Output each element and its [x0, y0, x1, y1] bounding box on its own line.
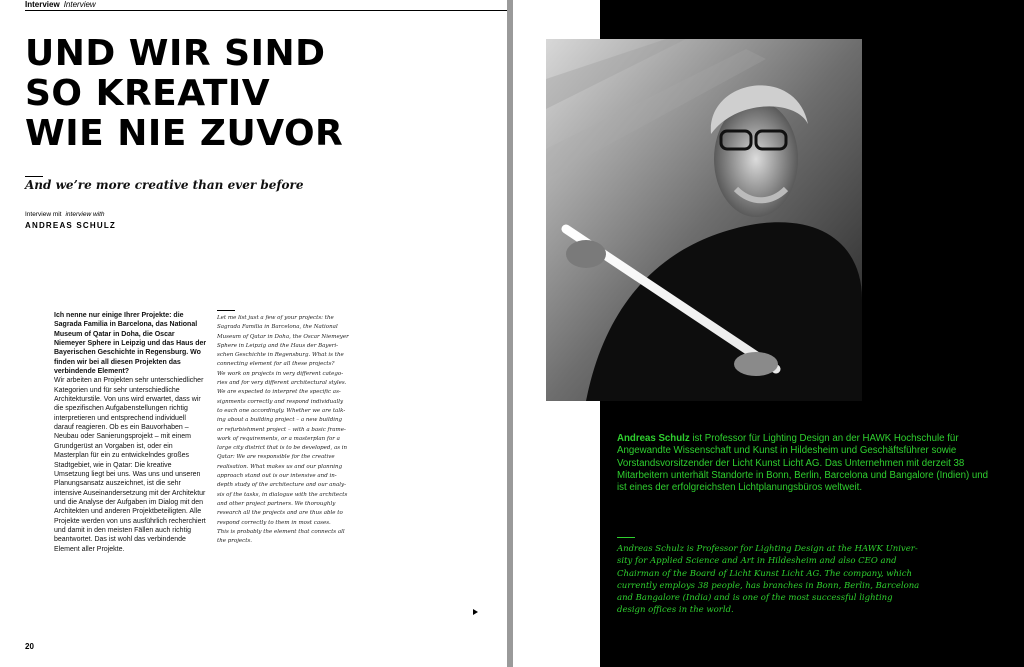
subtitle-rule — [25, 176, 43, 177]
headline — [25, 34, 343, 154]
subtitle: And we’re more creative than ever before — [25, 178, 304, 192]
section-label-de: Interview — [25, 0, 60, 9]
next-page-arrow-icon — [473, 609, 478, 615]
english-line: Let me list just a few of your projects: the — [217, 315, 334, 321]
english-line: the projects. — [217, 538, 253, 545]
english-line: Sagrada Familia in Barcelona, the National — [217, 324, 338, 331]
english-line: and other project partners. We thoroughly — [217, 500, 336, 507]
top-rule — [25, 10, 507, 11]
english-line: ries and for very different architectural styles. — [217, 380, 347, 387]
english-line: large city district that is to be developed, as in — [217, 445, 348, 452]
bio-english-line: Andreas Schulz is Professor for Lighting Design at the HAWK Univer- — [617, 544, 918, 554]
english-line: research all the projects and are thus able to — [217, 510, 343, 517]
interview-label-de: Interview mit — [25, 211, 62, 218]
bio-german — [617, 433, 989, 494]
english-line: Museum of Qatar in Doha, the Oscar Niemeyer — [217, 333, 349, 340]
english-line: respond correctly to them in most cases. — [217, 519, 331, 526]
english-line: or refurbishment project – with a basic frame- — [217, 426, 346, 433]
english-line: Qatar: We are responsible for the creative — [217, 454, 335, 461]
headline-line-1: UND WIR SIND — [25, 33, 326, 74]
english-line: We work on projects in very different catego- — [217, 370, 344, 377]
section-label-en: Interview — [63, 0, 96, 9]
english-line: to each one accordingly. Whether we are talk- — [217, 407, 346, 414]
english-line: depth study of the architecture and our analy- — [217, 482, 346, 489]
bio-english — [617, 543, 989, 617]
english-column-rule — [217, 310, 235, 311]
english-line: signments correctly and respond individually — [217, 398, 344, 405]
english-line: We are expected to interpret the specific as- — [217, 389, 341, 396]
portrait-photo — [546, 39, 862, 401]
english-line: connecting element for all these projects? — [217, 361, 335, 368]
section-label — [25, 0, 96, 10]
portrait-illustration — [546, 39, 862, 401]
english-line: ing about a building project – a new building — [217, 417, 343, 424]
headline-line-2: SO KREATIV — [25, 73, 271, 114]
english-line: schen Geschichte in Regensburg. What is the — [217, 352, 344, 359]
german-question: Ich nenne nur einige Ihrer Projekte: die Sagrada Familia in Barcelona, das National Museum of Qatar in Doha, die Oscar Niemeyer Sphere in Leipzig und das Haus der Bayerischen Geschichte in Regensburg. Wo finden wir bei all diesen Projekten das verbindende Element? — [54, 312, 207, 376]
headline-line-3: WIE NIE ZUVOR — [25, 113, 344, 154]
bio-english-line: currently employs 38 people, has branches in Bonn, Berlin, Barcelona — [617, 580, 920, 591]
bio-rule — [617, 537, 635, 538]
bio-english-line: sity for Applied Science and Art in Hildesheim and also CEO and — [617, 556, 897, 567]
bio-english-line: design offices in the world. — [617, 605, 734, 616]
english-line: work of requirements, or a masterplan for a — [217, 435, 340, 442]
english-line: realisation. What makes us and our planning — [217, 463, 343, 470]
english-line: This is probably the element that connects all — [217, 528, 345, 535]
bio-english-line: and Bangalore (India) and is one of the most successful lighting — [617, 593, 893, 604]
english-line: Sphere in Leipzig and the Haus der Bayeri- — [217, 342, 338, 349]
english-line: approach stand out is our intensive and in- — [217, 473, 337, 480]
bio-german-text: ist Professor für Lighting Design an der HAWK Hochschule für Angewandte Wissenschaft und Kunst in Hildesheim und Geschäftsführer sowie Vorstandsvorsitzender der Licht Kunst Licht AG. Das Unternehmen mit derzeit 38 Mitarbeitern unterhält Standorte in Bonn, Berlin, Barcelona und Bangalore (Indien) und ist eines der erfolgreichsten Lichtplanungsbüros weltweit. — [617, 433, 989, 494]
bio-name: Andreas Schulz — [617, 433, 690, 444]
interview-label-en: interview with — [65, 211, 105, 218]
english-column — [217, 314, 379, 546]
interviewee-name: ANDREAS SCHULZ — [25, 221, 117, 230]
german-column — [54, 311, 207, 554]
page-number: 20 — [25, 642, 34, 651]
english-line: sis of the tasks, in dialogue with the architects — [217, 491, 348, 498]
interview-label — [25, 211, 105, 218]
german-answer: Wir arbeiten an Projekten sehr unterschiedlicher Kategorien und für sehr unterschiedliche Architekturstile. Von uns wird erwartet, dass wir die spezifischen Aufgabenstellungen richtig interpretieren und entsprechend individuell darauf reagieren. Ob es ein Bauvorhaben – Neubau oder Sanierungsprojekt – mit einem Grundgerüst an Vorgaben ist, oder ein Masterplan für ein zu entwickelndes großes Stadtgebiet, wie in Qatar: Die kreative Umsetzung liegt bei uns. Was uns und unseren Planungsansatz auszeichnet, ist die sehr intensive Auseinandersetzung mit der Architektur und die Analyse der Aufgaben im Dialog mit den Architekten und anderen Projektbeteiligten. Alle Projekte werden von uns ausführlich recherchiert und damit in den meisten Fällen auch richtig beantwortet. Das ist wohl das verbindende Element aller Projekte. — [54, 377, 206, 553]
bio-english-line: Chairman of the Board of Licht Kunst Licht AG. The company, which — [617, 568, 912, 579]
